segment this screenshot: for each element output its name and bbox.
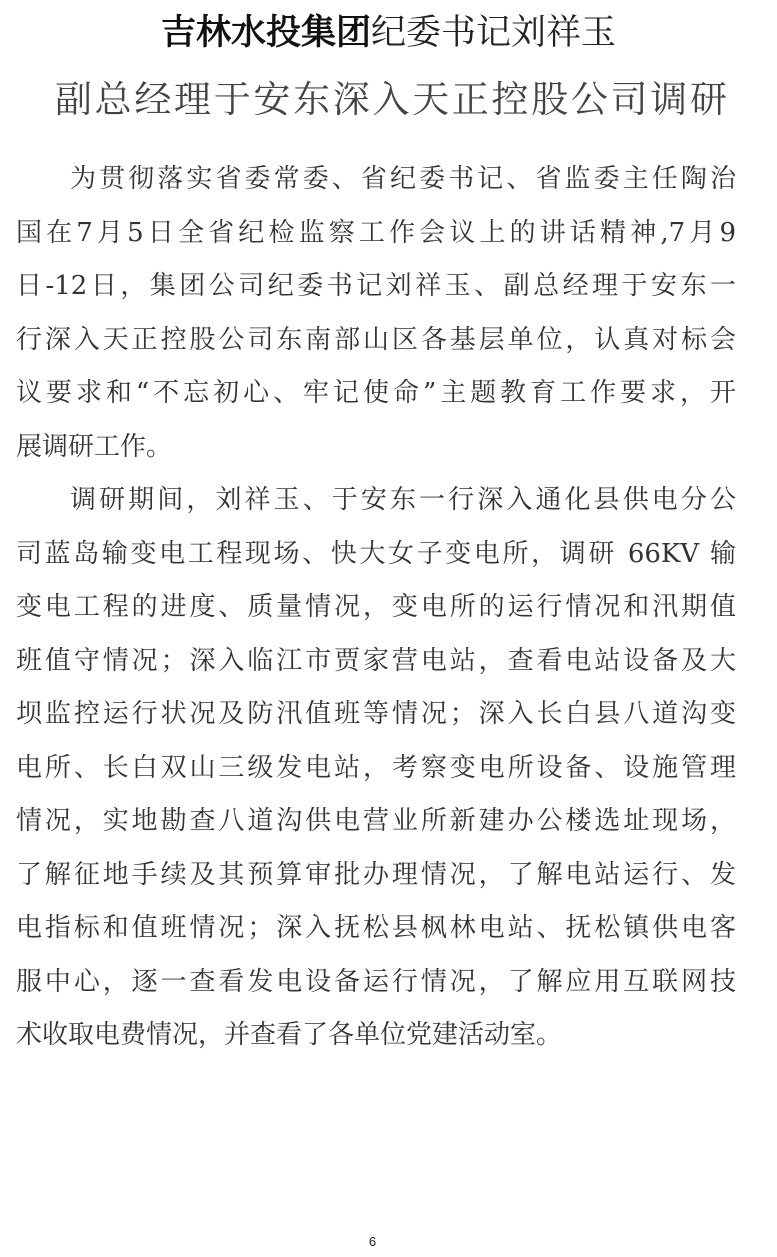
text-line: 电所、长白双山三级发电站，考察变电所设备、设施管理 [16,752,736,783]
text-line: 展调研工作。 [16,431,173,462]
text-line: 情况，实地勘查八道沟供电营业所新建办公楼选址现场， [16,806,736,836]
text-line: 议要求和“不忘初心、牢记使命”主题教育工作要求，开 [16,378,736,408]
paragraph-1 [16,153,736,474]
text-line: 日-12日，集团公司纪委书记刘祥玉、副总经理于安东一 [16,271,736,301]
document-body [16,153,736,1063]
text-line: 调研期间，刘祥玉、于安东一行深入通化县供电分公 [70,485,736,515]
text-line: 坝监控运行状况及防汛值班等情况；深入长白县八道沟变 [16,699,736,729]
paragraph-2 [16,474,736,1063]
text-line: 服中心，逐一查看发电设备运行情况，了解应用互联网技 [16,966,736,997]
document-title-line-2: 副总经理于安东深入天正控股公司调研 [55,78,727,121]
title-organization: 吉林水投集团 [160,13,371,53]
text-line: 班值守情况；深入临江市贾家营电站，查看电站设备及大 [16,645,736,676]
text-line: 为贯彻落实省委常委、省纪委书记、省监委主任陶治 [70,164,736,194]
text-line: 国在7月5日全省纪检监察工作会议上的讲话精神,7月9 [16,217,736,248]
document-title-line-1 [0,8,777,58]
text-line: 术收取电费情况，并查看了各单位党建活动室。 [16,1020,563,1050]
text-line: 电指标和值班情况；深入抚松县枫林电站、抚松镇供电客 [16,913,736,943]
title-subject: 纪委书记刘祥玉 [371,13,617,53]
text-line: 了解征地手续及其预算审批办理情况，了解电站运行、发 [16,859,736,890]
text-line: 司蓝岛输变电工程现场、快大女子变电所，调研 66KV 输 [16,538,736,569]
text-line: 行深入天正控股公司东南部山区各基层单位，认真对标会 [16,324,736,355]
page-number: 6 [368,1234,377,1249]
text-line: 变电工程的进度、质量情况，变电所的运行情况和汛期值 [16,592,736,622]
